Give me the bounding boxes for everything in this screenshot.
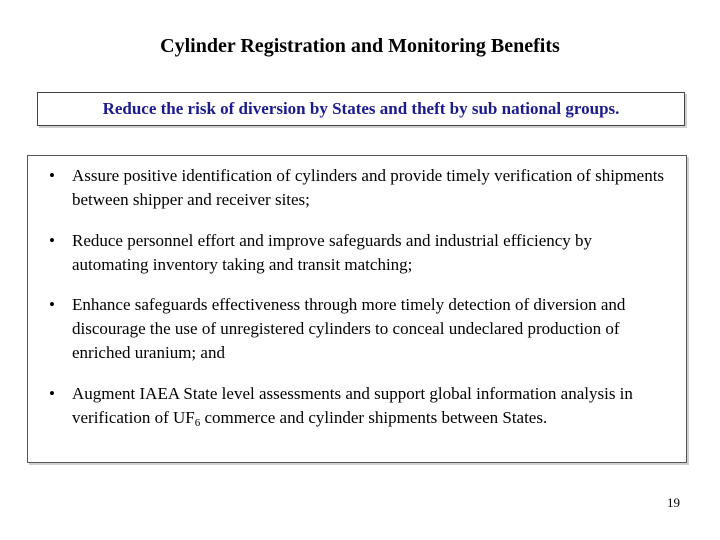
page-number: 19 (667, 495, 680, 510)
bullet-item (28, 293, 668, 365)
bullet-text-after: commerce and cylinder shipments between States. (200, 408, 548, 427)
bullet-item (28, 229, 668, 277)
bullet-text: Assure positive identification of cylinders and provide timely verification of shipments between shipper and receiver sites; (72, 166, 665, 209)
bullet-item (28, 382, 668, 430)
subtitle-box (37, 92, 685, 126)
bullet-icon: • (49, 295, 55, 314)
bullet-text: Enhance safeguards effectiveness through more timely detection of diversion and discourage the use of unregistered cylinders to conceal undeclared production of enriched uranium; and (72, 295, 626, 362)
bullet-icon: • (49, 231, 55, 250)
subtitle-text: Reduce the risk of diversion by States and theft by sub national groups. (102, 99, 620, 118)
slide-title: Cylinder Registration and Monitoring Benefits (160, 35, 560, 57)
subscript-six: 6 (194, 417, 201, 429)
bullet-text-uf6 (72, 382, 668, 430)
bullet-icon: • (49, 384, 55, 403)
bullet-item (28, 164, 668, 212)
bullet-icon: • (49, 166, 55, 185)
bullet-text-before: Augment IAEA State level assessments and support global information analysis in verification of UF (72, 384, 633, 427)
bullets-box (27, 155, 687, 463)
bullet-text: Reduce personnel effort and improve safeguards and industrial efficiency by automating inventory taking and transit matching; (72, 231, 593, 274)
